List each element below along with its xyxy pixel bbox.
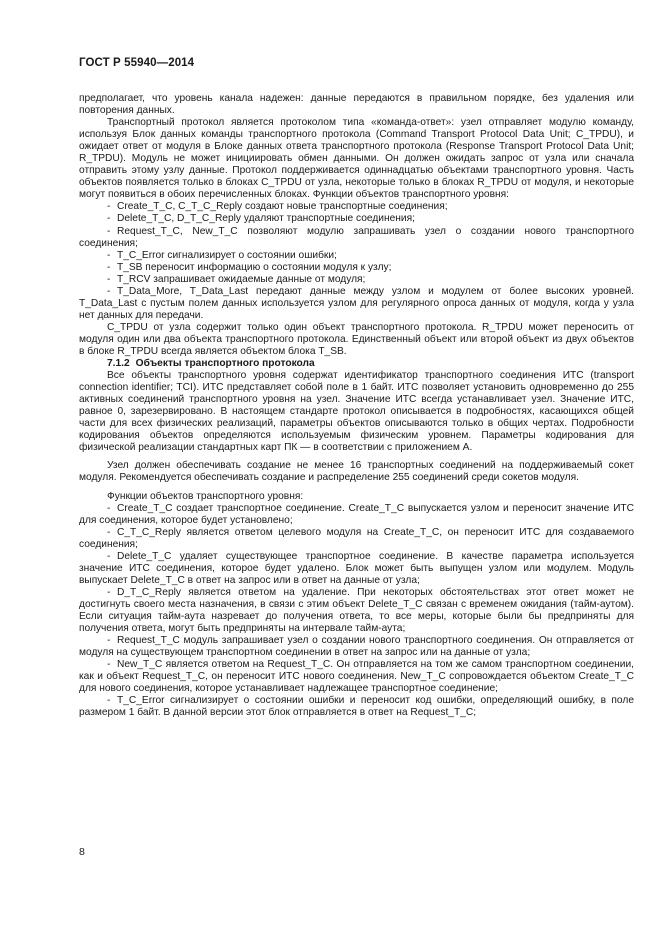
list-item <box>79 201 634 213</box>
list-marker: - <box>107 273 111 285</box>
list-item-text: T_RCV запрашивает ожидаемые данные от модуля; <box>117 273 366 285</box>
list-item-text: T_SB переносит информацию о состоянии модуля к узлу; <box>117 261 392 273</box>
list-item-text: Request_T_C, New_T_C позволяют модулю запрашивать узел о создании нового транспортного соединения; <box>79 225 634 249</box>
section-title: Объекты транспортного протокола <box>135 358 315 370</box>
section-heading <box>79 358 634 370</box>
list-item-text: Delete_T_C удаляет существующее транспортное соединение. В качестве параметра используется значение ИТС соединения, которое будет удалено. Блок может быть выпущен узлом или модулем. Модуль выпускает Delete_T_C в ответ на запрос или в ответ на данные от узла; <box>79 550 634 586</box>
list-item-text: D_T_C_Reply является ответом на удаление. При некоторых обстоятельствах этот ответ может не достигнуть своего места назначения, в связи с этим объект Delete_T_C связан с временем ожидания (тайм-аутом). Если ситуация тайм-аута назревает до получения ответа, то все меры, которые были бы предприняты для получения ответа, могут быть предприняты на интервале тайм-аута; <box>79 586 634 635</box>
paragraph: Узел должен обеспечивать создание не менее 16 транспортных соединений на поддерживаемый сокет модуля. Рекомендуется обеспечивать создание и распределение 255 соединений среди сокетов модуля. <box>79 460 634 484</box>
list-item <box>79 274 634 286</box>
page-number: 8 <box>79 846 85 858</box>
list-item-text: Request_T_C модуль запрашивает узел о создании нового транспортного соединения. Он отправляется от модуля на существующем транспортном соединении в ответ на запрос или на данные от узла; <box>79 635 634 659</box>
list-item <box>79 695 634 719</box>
list-marker: - <box>107 526 111 538</box>
section-number: 7.1.2 <box>107 358 130 370</box>
list-marker: - <box>107 659 111 671</box>
paragraph: Все объекты транспортного уровня содержат идентификатор транспортного соединения ИТС (transport connection identifier; TCI). ИТС представляет собой поле в 1 байт. ИТС позволяет установить одновременно до 255 активных соединений транспортного уровня на узел. Значение ИТС всегда устанавливает узел. Значение ИТС, равное 0, зарезервировано. В настоящем стандарте протокол описывается в подробностях, касающихся общей части для всех физических реализаций, параметры объектов описываются только в общих чертах. Подробности кодирования объектов определяются используемым физическим уровнем. Параметры кодирования для физической реализации стандартных карт ПК — в соответствии с приложением А. <box>79 370 634 454</box>
list-item-text: Create_T_C создает транспортное соединение. Create_T_C выпускается узлом и переносит значение ИТС для соединения, которое будет установлено; <box>79 502 634 526</box>
list-marker: - <box>107 261 111 273</box>
list-item <box>79 503 634 527</box>
list-item-text: T_C_Error сигнализирует о состоянии ошибки и переносит код ошибки, определяющий ошибку, в поле размером 1 байт. В данной версии этот блок отправляется в ответ на Request_T_C; <box>79 695 634 719</box>
list-item-text: T_Data_More, T_Data_Last передают данные между узлом и модулем от более высоких уровней. T_Data_Last с пустым полем данных используется узлом для регулярного опроса данных от модуля, когда у узла нет данных для передачи. <box>79 285 634 321</box>
paragraph: Функции объектов транспортного уровня: <box>107 490 304 502</box>
list-item-text: Create_T_C, C_T_C_Reply создают новые транспортные соединения; <box>117 201 448 213</box>
paragraph: предполагает, что уровень канала надежен: данные передаются в правильном порядке, без удаления или повторения данных. <box>79 93 634 117</box>
document-body <box>79 93 634 719</box>
list-item <box>79 659 634 695</box>
list-item <box>79 250 634 262</box>
list-item <box>79 213 634 225</box>
list-item <box>79 527 634 551</box>
list-item-text: T_C_Error сигнализирует о состоянии ошибки; <box>117 249 337 261</box>
list-marker: - <box>107 225 111 237</box>
paragraph: C_TPDU от узла содержит только один объект транспортного протокола. R_TPDU может переносить от модуля один или два объекта транспортного протокола. Единственный объект или второй объект из двух объектов в блоке R_TPDU всегда является объектом блока T_SB. <box>79 321 634 357</box>
list-item <box>79 587 634 635</box>
list-marker: - <box>107 285 111 297</box>
list-marker: - <box>107 635 111 647</box>
list-marker: - <box>107 213 111 225</box>
list-item-text: C_T_C_Reply является ответом целевого модуля на Create_T_C, он переносит ИТС для создаваемого соединения; <box>79 526 634 550</box>
list-marker: - <box>107 695 111 707</box>
paragraph: Транспортный протокол является протоколом типа «команда-ответ»: узел отправляет модулю команду, используя Блок данных команды транспортного протокола (Command Transport Protocol Data Unit; C_TPDU), и ожидает ответ от модуля в Блоке данных ответа транспортного протокола (Response Transport Protocol Data Unit; R_TPDU). Модуль не может инициировать обмен данными. Он должен ожидать запрос от узла или сначала отправить этому узлу данные. Протокол поддерживается одиннадцатью объектами транспортного уровня. Часть объектов появляется только в блоках C_TPDU от узла, некоторые только в блоках R_TPDU от модуля, и некоторые могут появиться в обоих перечисленных блоках. Функции объектов транспортного уровня: <box>79 117 634 201</box>
list-item-text: Delete_T_C, D_T_C_Reply удаляют транспортные соединения; <box>117 213 415 225</box>
list-item <box>79 551 634 587</box>
list-marker: - <box>107 502 111 514</box>
document-header: ГОСТ Р 55940—2014 <box>79 57 195 69</box>
list-marker: - <box>107 550 111 562</box>
list-item <box>79 286 634 322</box>
list-marker: - <box>107 249 111 261</box>
list-item <box>79 226 634 250</box>
list-item <box>79 262 634 274</box>
list-item <box>79 635 634 659</box>
list-marker: - <box>107 201 111 213</box>
list-marker: - <box>107 586 111 598</box>
list-item-text: New_T_C является ответом на Request_T_C. Он отправляется на том же самом транспортном соединении, как и объект Request_T_C, он переносит ИТС нового соединения. New_T_C сопровождается объектом Create_T_C для нового соединения, которое устанавливает надлежащее транспортное соединение; <box>79 659 634 695</box>
